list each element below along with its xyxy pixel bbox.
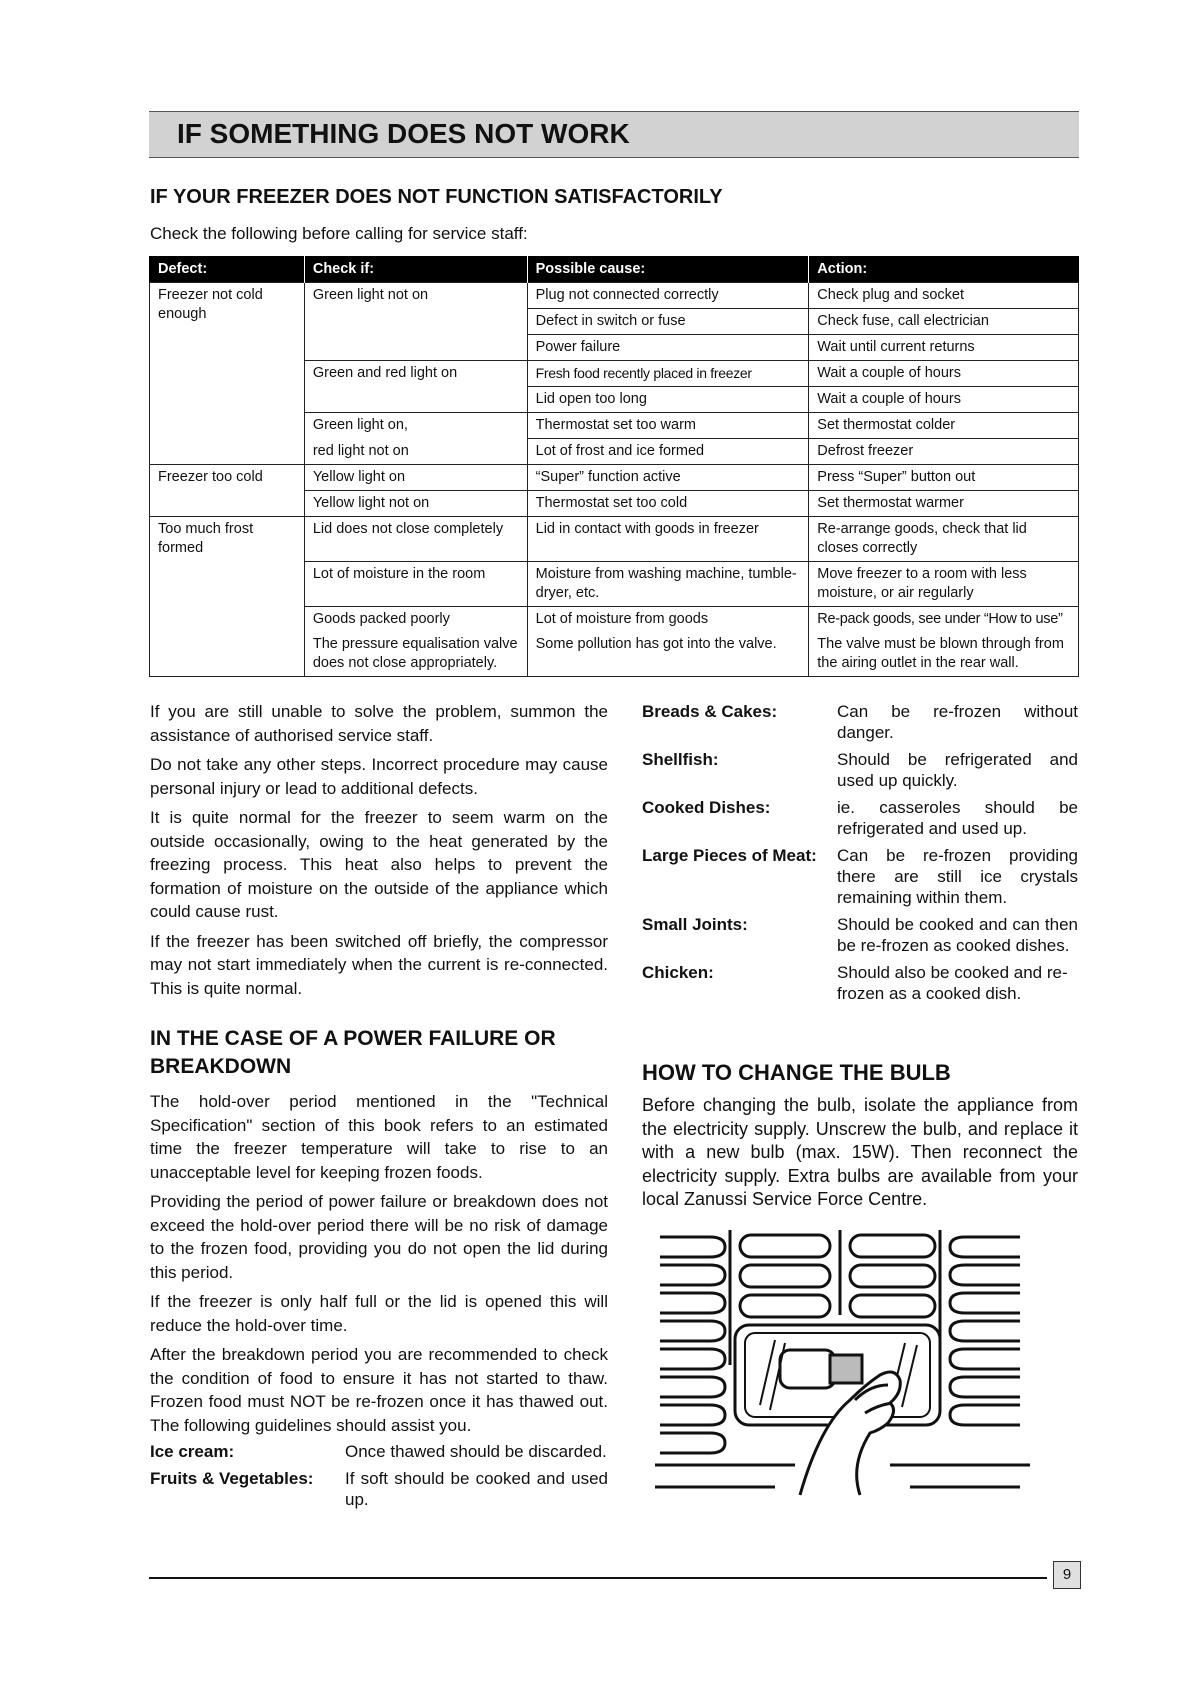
check-cell: Lid does not close completely [304,517,527,562]
banner-title: IF SOMETHING DOES NOT WORK [177,118,630,149]
col-header-defect: Defect: [150,256,305,283]
cause-cell: Thermostat set too warm [527,413,809,439]
action-cell: Move freezer to a room with less moisture, or air regularly [809,562,1079,607]
action-cell: The valve must be blown through from the airing outlet in the rear wall. [809,632,1079,677]
cause-cell: Fresh food recently placed in freezer [527,361,809,387]
action-cell: Re-arrange goods, check that lid closes correctly [809,517,1079,562]
table-row [150,283,1079,309]
food-guideline [642,962,1078,1004]
food-label: Small Joints: [642,915,748,934]
food-guideline [642,701,1078,743]
action-cell: Set thermostat colder [809,413,1079,439]
col-header-action: Action: [809,256,1079,283]
cause-cell: Power failure [527,335,809,361]
freezer-intro: Check the following before calling for service staff: [150,224,528,243]
food-guideline [150,1441,608,1462]
food-label: Shellfish: [642,750,719,769]
food-guideline [642,797,1078,839]
action-cell: Re-pack goods, see under “How to use” [809,607,1079,633]
check-cell: Green and red light on [304,361,527,413]
action-cell: Wait a couple of hours [809,361,1079,387]
bulb-change-illustration [650,1225,1050,1505]
paragraph: After the breakdown period you are recommended to check the condition of food to ensure it has not started to thaw. Frozen food must NOT be re-frozen once it has thawed out. The following guidelines should assist you. [150,1345,608,1435]
paragraph: If you are still unable to solve the problem, summon the assistance of authorised service staff. [150,702,608,745]
power-failure-heading: IN THE CASE OF A POWER FAILURE OR BREAKDOWN [150,1027,556,1078]
defect-cell: Too much frost formed [150,517,305,677]
bulb-heading: HOW TO CHANGE THE BULB [642,1060,951,1085]
paragraph: The hold-over period mentioned in the "Technical Specification" section of this book refers to an estimated time the freezer temperature will take to rise to an unacceptable level for keeping frozen foods. [150,1092,608,1182]
food-guideline [642,845,1078,908]
cause-cell: Defect in switch or fuse [527,309,809,335]
page-banner [149,111,1079,158]
cause-cell: Lot of moisture from goods [527,607,809,633]
food-advice: ie. casseroles should be refrigerated and used up. [837,798,1078,838]
table-header-row [150,256,1079,283]
troubleshooting-table [149,256,1079,677]
action-cell: Press “Super” button out [809,465,1079,491]
food-guidelines-right [642,701,1078,1010]
food-guideline [642,749,1078,791]
food-advice: Can be re-frozen without danger. [837,702,1078,742]
food-advice: If soft should be cooked and used up. [345,1469,608,1509]
check-cell: Green light on, [304,413,527,439]
left-column-text [150,700,608,1006]
cause-cell: Moisture from washing machine, tumble-dryer, etc. [527,562,809,607]
bulb-instructions: Before changing the bulb, isolate the appliance from the electricity supply. Unscrew the bulb, and replace it with a new bulb (max. 15W). Then reconnect the electricity supply. Extra bulbs are available from your local Zanussi Service Force Centre. [642,1095,1078,1209]
paragraph: It is quite normal for the freezer to seem warm on the outside occasionally, owing to the heat generated by the freezing process. This heat also helps to prevent the formation of moisture on the outside of the appliance which could cause rust. [150,808,608,921]
col-header-check: Check if: [304,256,527,283]
food-label: Chicken: [642,963,714,982]
cause-cell: Thermostat set too cold [527,491,809,517]
defect-cell: Freezer too cold [150,465,305,517]
food-advice: Can be re-frozen providing there are still ice crystals remaining within them. [837,846,1078,907]
food-label: Fruits & Vegetables: [150,1469,314,1488]
col-header-cause: Possible cause: [527,256,809,283]
power-failure-text [150,1090,608,1443]
food-advice: Should also be cooked and re-frozen as a cooked dish. [837,963,1068,1003]
cause-cell: Plug not connected correctly [527,283,809,309]
check-cell: Green light not on [304,283,527,361]
check-cell: Goods packed poorly [304,607,527,633]
action-cell: Wait until current returns [809,335,1079,361]
action-cell: Check plug and socket [809,283,1079,309]
food-guideline [150,1468,608,1510]
food-advice: Should be cooked and can then be re-frozen as cooked dishes. [837,915,1078,955]
freezer-section-heading: IF YOUR FREEZER DOES NOT FUNCTION SATISFACTORILY [150,186,723,208]
food-label: Cooked Dishes: [642,798,771,817]
cause-cell: Lid open too long [527,387,809,413]
footer-rule [149,1577,1047,1579]
cause-cell: Some pollution has got into the valve. [527,632,809,677]
action-cell: Defrost freezer [809,439,1079,465]
table-row [150,465,1079,491]
food-guidelines-left [150,1441,608,1516]
paragraph: Providing the period of power failure or breakdown does not exceed the hold-over period there will be no risk of damage to the frozen food, providing you do not open the lid during this period. [150,1192,608,1282]
food-label: Breads & Cakes: [642,702,778,721]
page-number: 9 [1053,1561,1081,1589]
food-guideline [642,914,1078,956]
food-advice: Should be refrigerated and used up quickly. [837,750,1078,790]
food-advice: Once thawed should be discarded. [345,1442,607,1461]
food-label: Large Pieces of Meat: [642,846,817,865]
table-row [150,517,1079,562]
defect-cell: Freezer not cold enough [150,283,305,465]
check-cell: red light not on [304,439,527,465]
cause-cell: Lot of frost and ice formed [527,439,809,465]
check-cell: Lot of moisture in the room [304,562,527,607]
action-cell: Check fuse, call electrician [809,309,1079,335]
action-cell: Wait a couple of hours [809,387,1079,413]
paragraph: Do not take any other steps. Incorrect procedure may cause personal injury or lead to additional defects. [150,755,608,798]
cause-cell: Lid in contact with goods in freezer [527,517,809,562]
check-cell: Yellow light on [304,465,527,491]
check-cell: Yellow light not on [304,491,527,517]
check-cell: The pressure equalisation valve does not close appropriately. [304,632,527,677]
paragraph: If the freezer has been switched off briefly, the compressor may not start immediately when the current is re-connected. This is quite normal. [150,931,608,998]
paragraph: If the freezer is only half full or the lid is opened this will reduce the hold-over time. [150,1292,608,1335]
action-cell: Set thermostat warmer [809,491,1079,517]
cause-cell: “Super” function active [527,465,809,491]
food-label: Ice cream: [150,1442,235,1461]
